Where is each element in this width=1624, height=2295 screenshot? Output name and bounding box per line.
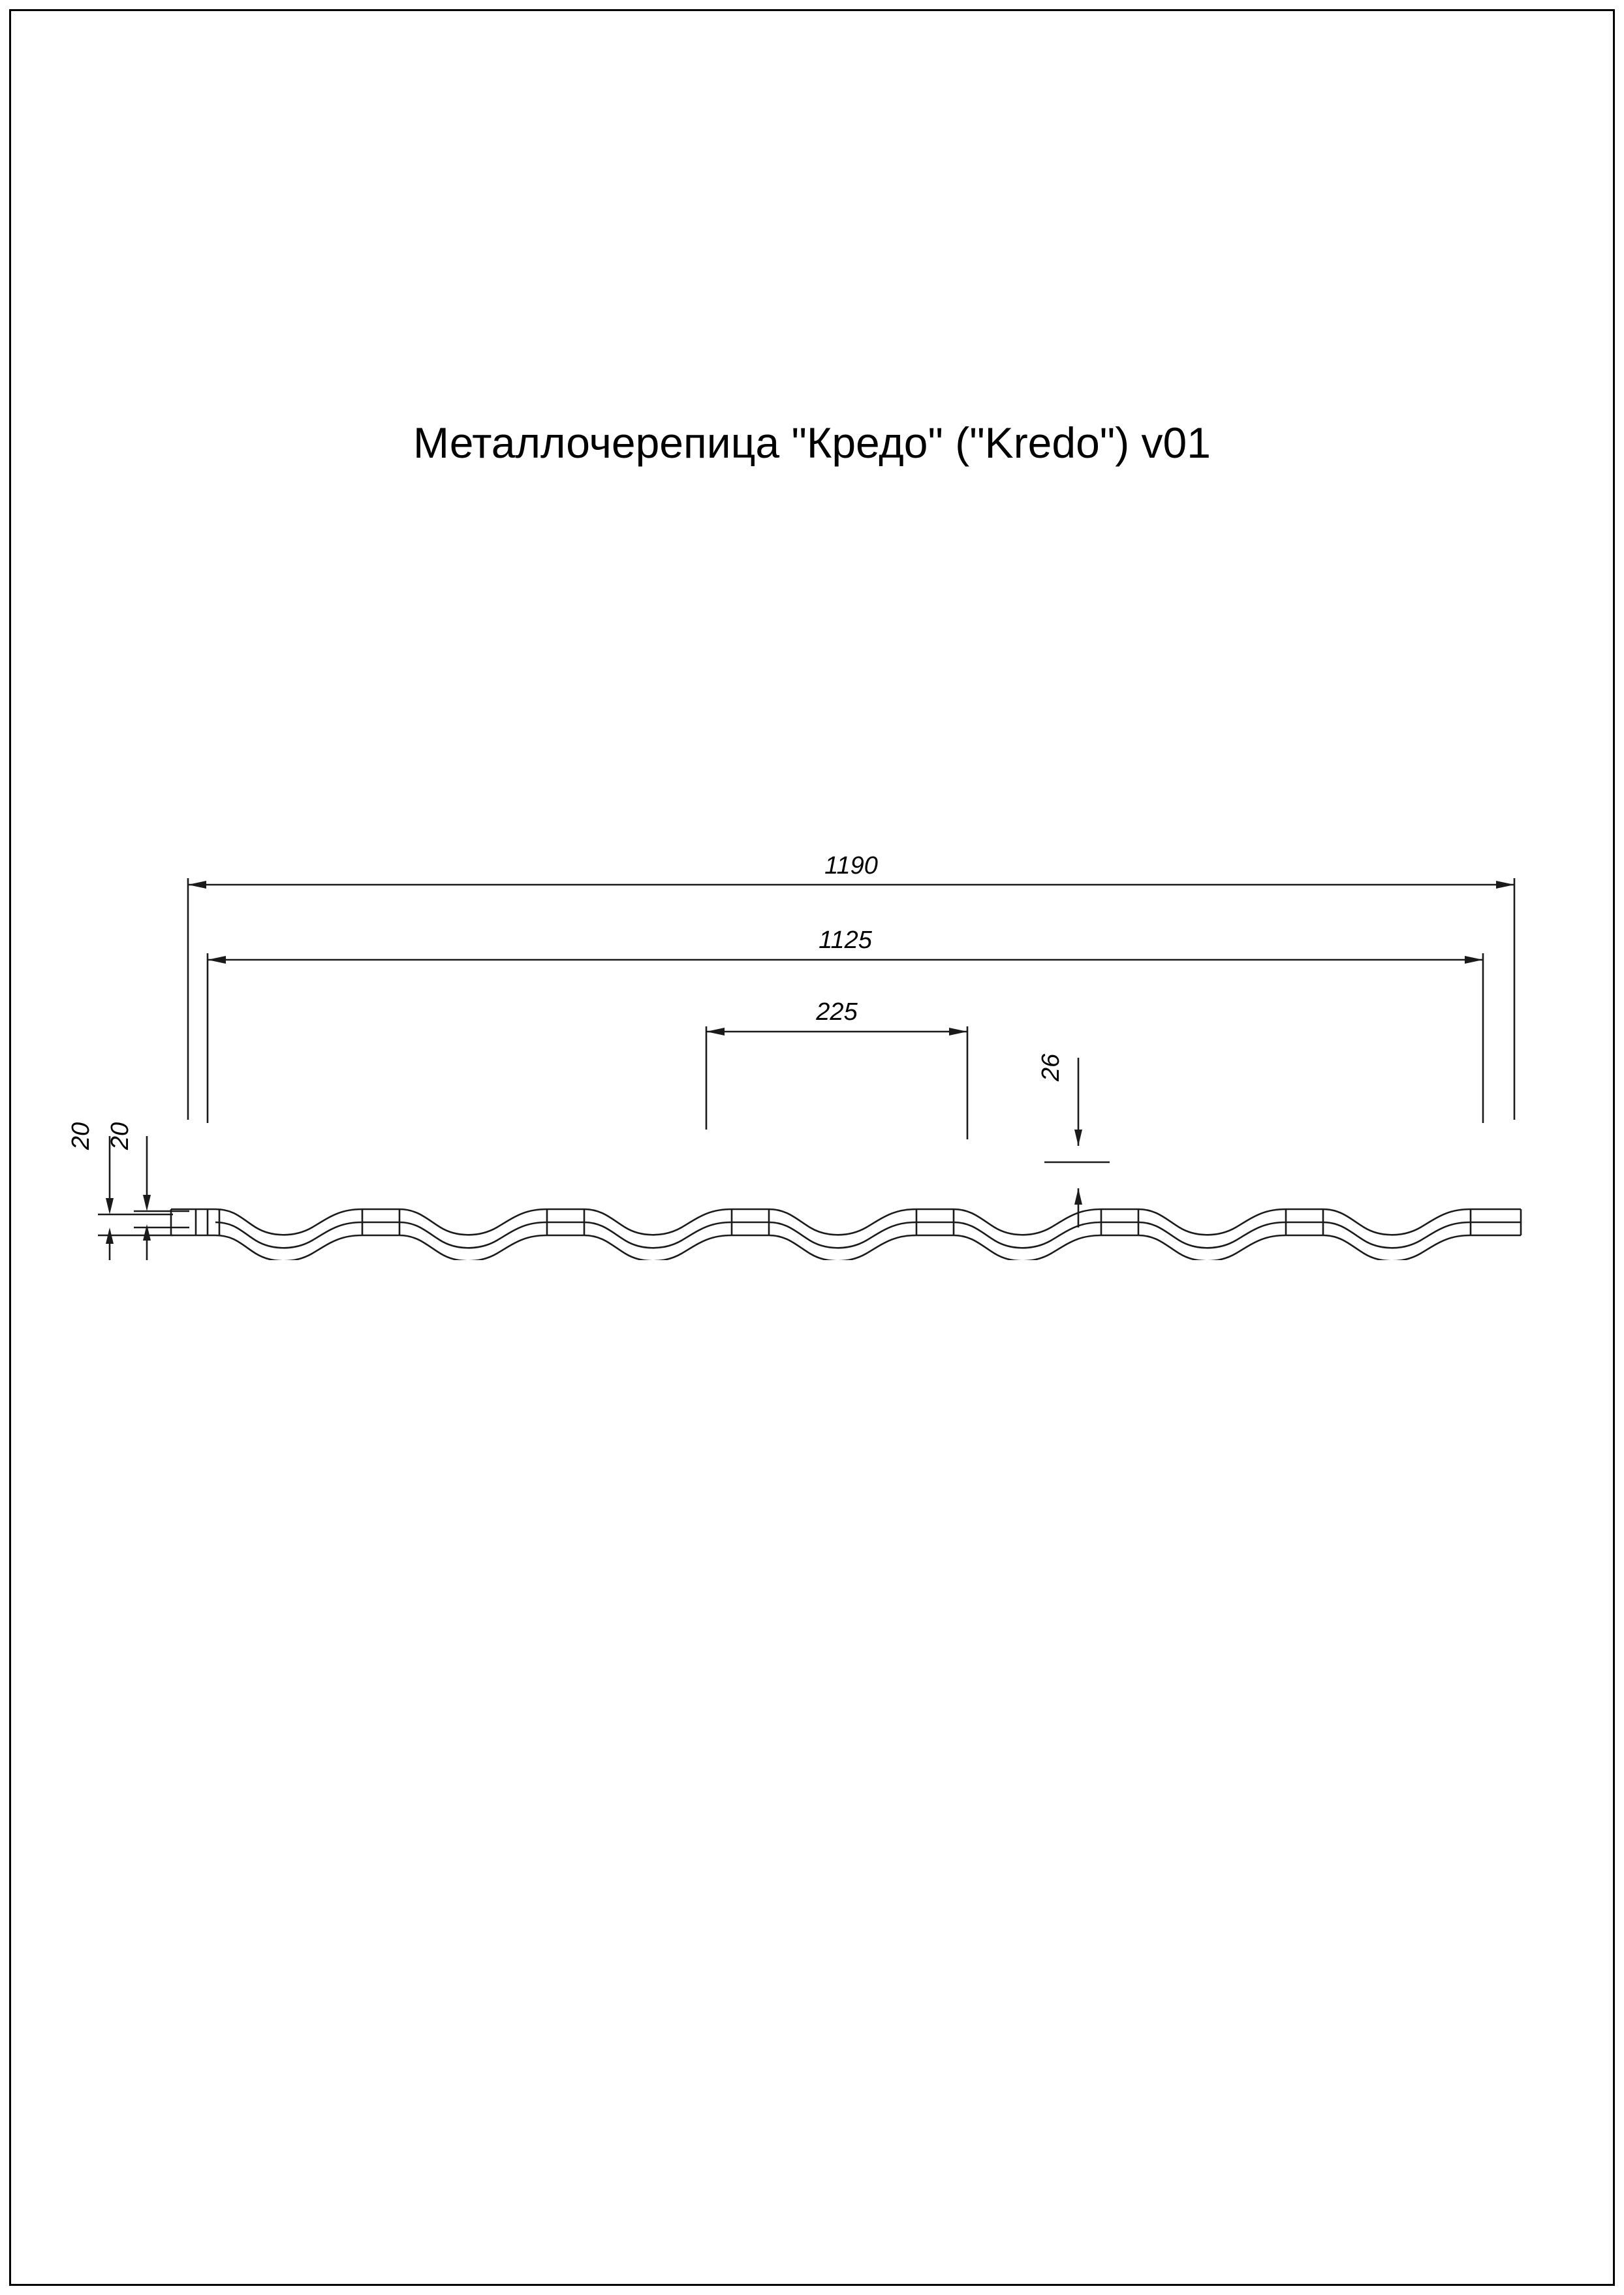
profile-left-edge [171, 1209, 219, 1235]
dim-wave-height-label: 26 [1037, 1053, 1065, 1082]
dim-useful-width-label: 1125 [819, 926, 872, 954]
dim-total-width-label: 1190 [824, 852, 878, 879]
profile-svg [0, 770, 1624, 1260]
dim-edge-fold-outer-label: 20 [67, 1122, 95, 1150]
dim-wave-height [1037, 1053, 1110, 1227]
page-title: Металлочерепица "Кредо" ("Kredo") v01 [413, 419, 1211, 467]
dim-total-width [188, 852, 1514, 1120]
technical-drawing [0, 770, 1624, 1260]
dim-wave-pitch [706, 998, 967, 1139]
dim-edge-fold-inner-label: 20 [106, 1122, 134, 1150]
dim-edge-fold-inner [106, 1122, 189, 1260]
dim-wave-pitch-label: 225 [816, 998, 858, 1026]
